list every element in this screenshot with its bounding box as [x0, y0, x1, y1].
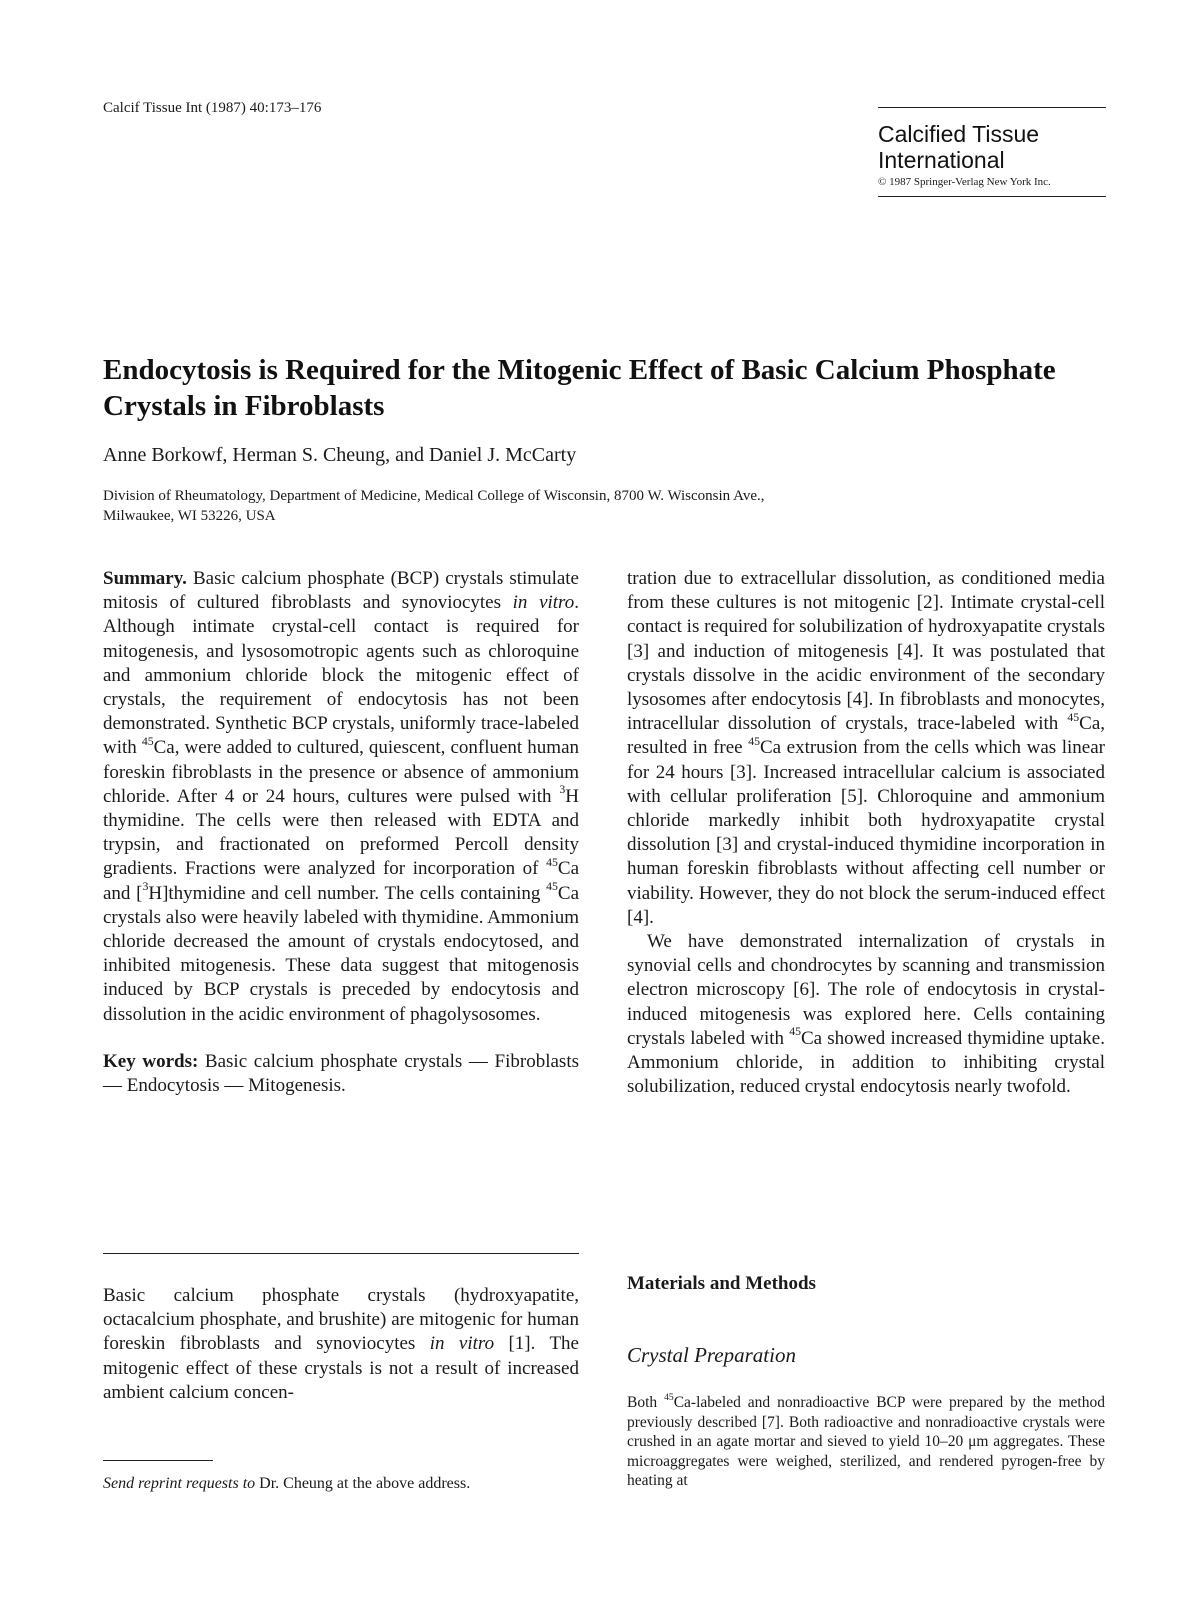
superscript-45: 45: [664, 1391, 674, 1403]
keywords-label: Key words:: [103, 1050, 199, 1072]
footnote-italic: Send reprint requests to: [103, 1475, 256, 1492]
right-p2-text-2: Ca showed increased thymidine uptake. Ammonium chloride, in addition to inhibiting crystal solubilization, reduced crystal endocytosis nearly twofold.: [627, 1027, 1105, 1098]
superscript-3: 3: [559, 783, 566, 797]
right-p1-text-3: Ca extrusion from the cells which was linear for 24 hours [3]. Increased intracellular calcium is associated with cellular proliferation [5]. Chloroquine and ammonium chloride markedly inhibit both hydroxyapatite crystal dissolution [3] and crystal-induced thymidine incorporation in human foreskin fibroblasts without affecting cell number or viability. However, they do not block the serum-induced effect [4].: [627, 737, 1106, 928]
section-heading-methods: Materials and Methods: [627, 1273, 816, 1294]
summary-text-6: H]thymidine and cell number. The cells containing: [148, 882, 547, 904]
superscript-45: 45: [1067, 710, 1080, 724]
superscript-45: 45: [546, 880, 558, 894]
summary-label: Summary.: [103, 568, 187, 589]
methods-text-2: Ca-labeled and nonradioactive BCP were prepared by the method previously described [7]. Both radioactive and nonradioactive crystals were crushed in an agate mortar and sieved to yield 10–20 μm aggregates. These microaggregates were weighed, sterilized, and rendered pyrogen-free by heating at: [627, 1394, 1105, 1489]
article-title: Endocytosis is Required for the Mitogenic Effect of Basic Calcium Phosphate Crystals in Fibroblasts: [103, 354, 1056, 422]
intro-text-2: [1]. The mitogenic effect of these crystals is not a result of increased ambient calcium concen-: [103, 1333, 579, 1403]
right-paragraph-1: [627, 567, 1105, 930]
right-column: [627, 567, 1105, 1099]
journal-name-line1: Calcified Tissue: [878, 121, 1040, 147]
summary-text-5: Ca and [: [103, 858, 579, 904]
journal-masthead: [878, 107, 1106, 197]
keywords-paragraph: [103, 1050, 579, 1098]
summary-in-vitro: in vitro: [512, 592, 575, 614]
methods-paragraph: [627, 1393, 1105, 1491]
keywords-text: Basic calcium phosphate crystals — Fibroblasts — Endocytosis — Mitogenesis.: [103, 1050, 579, 1097]
journal-name: [878, 121, 1106, 173]
footnote: [103, 1475, 470, 1493]
summary-text-7: Ca crystals also were heavily labeled with thymidine. Ammonium chloride decreased the amount of crystals endocytosed, and inhibited mitogenesis. These data suggest that mitogenosis induced by BCP crystals is preceded by endocytosis and dissolution in the acidic environment of phagolysosomes.: [103, 882, 579, 1025]
right-p2-text-1: We have demonstrated internalization of crystals in synovial cells and chondrocytes by scanning and transmission electron microscopy [6]. The role of endocytosis in crystal-induced mitogenesis was explored here. Cells containing crystals labeled with: [627, 931, 1105, 1049]
superscript-45: 45: [141, 734, 154, 748]
summary-text-1: Basic calcium phosphate (BCP) crystals stimulate mitosis of cultured fibroblasts and synoviocytes: [103, 568, 579, 614]
right-p1-text-1: tration due to extracellular dissolution, as conditioned media from these cultures is not mitogenic [2]. Intimate crystal-cell contact is required for solubilization of hydroxyapatite crystals [3] and induction of mitogenesis [4]. It was postulated that crystals dissolve in the acidic environment of the secondary lysosomes after endocytosis [4]. In fibroblasts and monocytes, intracellular dissolution of crystals, trace-labeled with: [627, 568, 1105, 735]
superscript-45: 45: [789, 1025, 801, 1039]
right-paragraph-2: [627, 930, 1105, 1099]
journal-name-line2: International: [878, 147, 1005, 173]
article-authors: Anne Borkowf, Herman S. Cheung, and Daniel J. McCarty: [103, 444, 577, 466]
footnote-rule: [103, 1460, 213, 1461]
summary-text-4: H thymidine. The cells were then released with EDTA and trypsin, and fractionated on preformed Percoll density gradients. Fractions were analyzed for incorporation of: [103, 785, 579, 880]
summary-text-2: . Although intimate crystal-cell contact is required for mitogenesis, and lysosomotropic agents such as chloroquine and ammonium chloride block the mitogenic effect of crystals, the requirement of endocytosis has not been demonstrated. Synthetic BCP crystals, uniformly trace-labeled with: [103, 592, 579, 759]
subsection-heading-crystal-preparation: Crystal Preparation: [627, 1343, 796, 1367]
footnote-text: Dr. Cheung at the above address.: [255, 1475, 471, 1492]
left-column: [103, 567, 579, 1098]
author-affiliation: [103, 486, 1003, 526]
intro-in-vitro: in vitro: [429, 1333, 495, 1355]
right-p1-text-2: Ca, resulted in free: [627, 713, 1105, 759]
summary-text-3: Ca, were added to cultured, quiescent, confluent human foreskin fibroblasts in the presence or absence of ammonium chloride. After 4 or 24 hours, cultures were pulsed with: [103, 737, 579, 807]
superscript-45: 45: [546, 855, 558, 869]
masthead-top-rule: [878, 107, 1106, 108]
section-divider-rule: [103, 1253, 579, 1254]
summary-paragraph: [103, 567, 579, 1027]
affiliation-line1: Division of Rheumatology, Department of Medicine, Medical College of Wisconsin, 8700 W. Wisconsin Ave.,: [103, 488, 765, 504]
masthead-bottom-rule: [878, 196, 1106, 197]
copyright-notice: © 1987 Springer-Verlag New York Inc.: [878, 176, 1051, 188]
affiliation-line2: Milwaukee, WI 53226, USA: [103, 508, 276, 524]
intro-text-1: Basic calcium phosphate crystals (hydroxyapatite, octacalcium phosphate, and brushite) are mitogenic for human foreskin fibroblasts and synoviocytes: [103, 1285, 579, 1355]
methods-text-1: Both: [627, 1394, 665, 1411]
superscript-45: 45: [748, 734, 760, 748]
introduction-paragraph: [103, 1284, 579, 1405]
journal-citation: Calcif Tissue Int (1987) 40:173–176: [103, 100, 322, 116]
superscript-3: 3: [142, 880, 149, 894]
